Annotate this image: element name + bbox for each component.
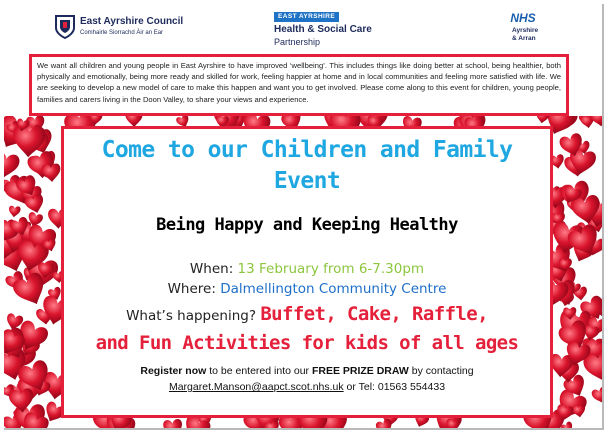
register-end: by contacting (408, 365, 474, 377)
hscp-subtitle: Partnership (274, 37, 321, 47)
council-name: East Ayrshire Council (80, 16, 184, 27)
event-activities: and Fun Activities for kids of all ages (95, 332, 519, 354)
when-label: When: (189, 261, 238, 277)
nhs-board-line1: Ayrshire (512, 27, 539, 34)
event-poster (61, 126, 553, 418)
contact-line (64, 381, 550, 393)
event-where (64, 281, 550, 297)
intro-text-box: We want all children and young people in East Ayrshire to have improved ‘wellbeing’. This includes things like doing better at school, being healthier, both physically and emotionally, being more ready and skilled for work, feeling happier at home and in local communities and feeling more satisfied with life. We are seeking to develop a new model of care to make this happen and want you to get involved. Please come along to this event for children, young people, families and carers living in the Doon Valley, to share your views and experience. (29, 54, 569, 116)
heart-icon (8, 205, 21, 217)
where-value: Dalmellington Community Centre (220, 281, 447, 297)
contact-email-link[interactable]: Margaret.Manson@aapct.scot.nhs.uk (168, 381, 344, 393)
hscp-band: EAST AYRSHIRE (274, 12, 339, 22)
heart-icon (163, 419, 184, 428)
contact-tel: or Tel: 01563 554433 (343, 381, 446, 393)
event-headline (64, 135, 550, 197)
prize-draw: FREE PRIZE DRAW (311, 365, 409, 377)
register-mid: to be entered into our (206, 365, 312, 377)
event-subheading: Being Happy and Keeping Healthy (156, 215, 458, 235)
nhs-board-line2: & Arran (512, 35, 536, 42)
east-ayrshire-council-logo (54, 14, 194, 44)
heart-icon (591, 386, 602, 406)
happening-label: What’s happening? (126, 308, 261, 324)
heart-icon (535, 116, 550, 124)
nhs-logo (504, 12, 550, 52)
happening-value: Buffet, Cake, Raffle, (260, 303, 488, 325)
event-when (64, 261, 550, 277)
hscp-logo (272, 12, 392, 48)
event-happening (64, 303, 550, 325)
council-crest-icon (54, 14, 76, 40)
council-gaelic-name: Comhairle Siorrachd Àir an Ear (80, 30, 164, 36)
headline-line2: Event (273, 168, 341, 194)
when-value: 13 February from 6-7.30pm (237, 261, 425, 277)
headline-line1: Come to our Children and Family (101, 137, 513, 163)
where-label: Where: (167, 281, 221, 297)
register-line (64, 365, 550, 377)
register-now: Register now (140, 365, 207, 377)
nhs-mark: NHS (510, 11, 536, 25)
flyer-page (4, 4, 604, 430)
hscp-title: Health & Social Care (274, 24, 372, 35)
